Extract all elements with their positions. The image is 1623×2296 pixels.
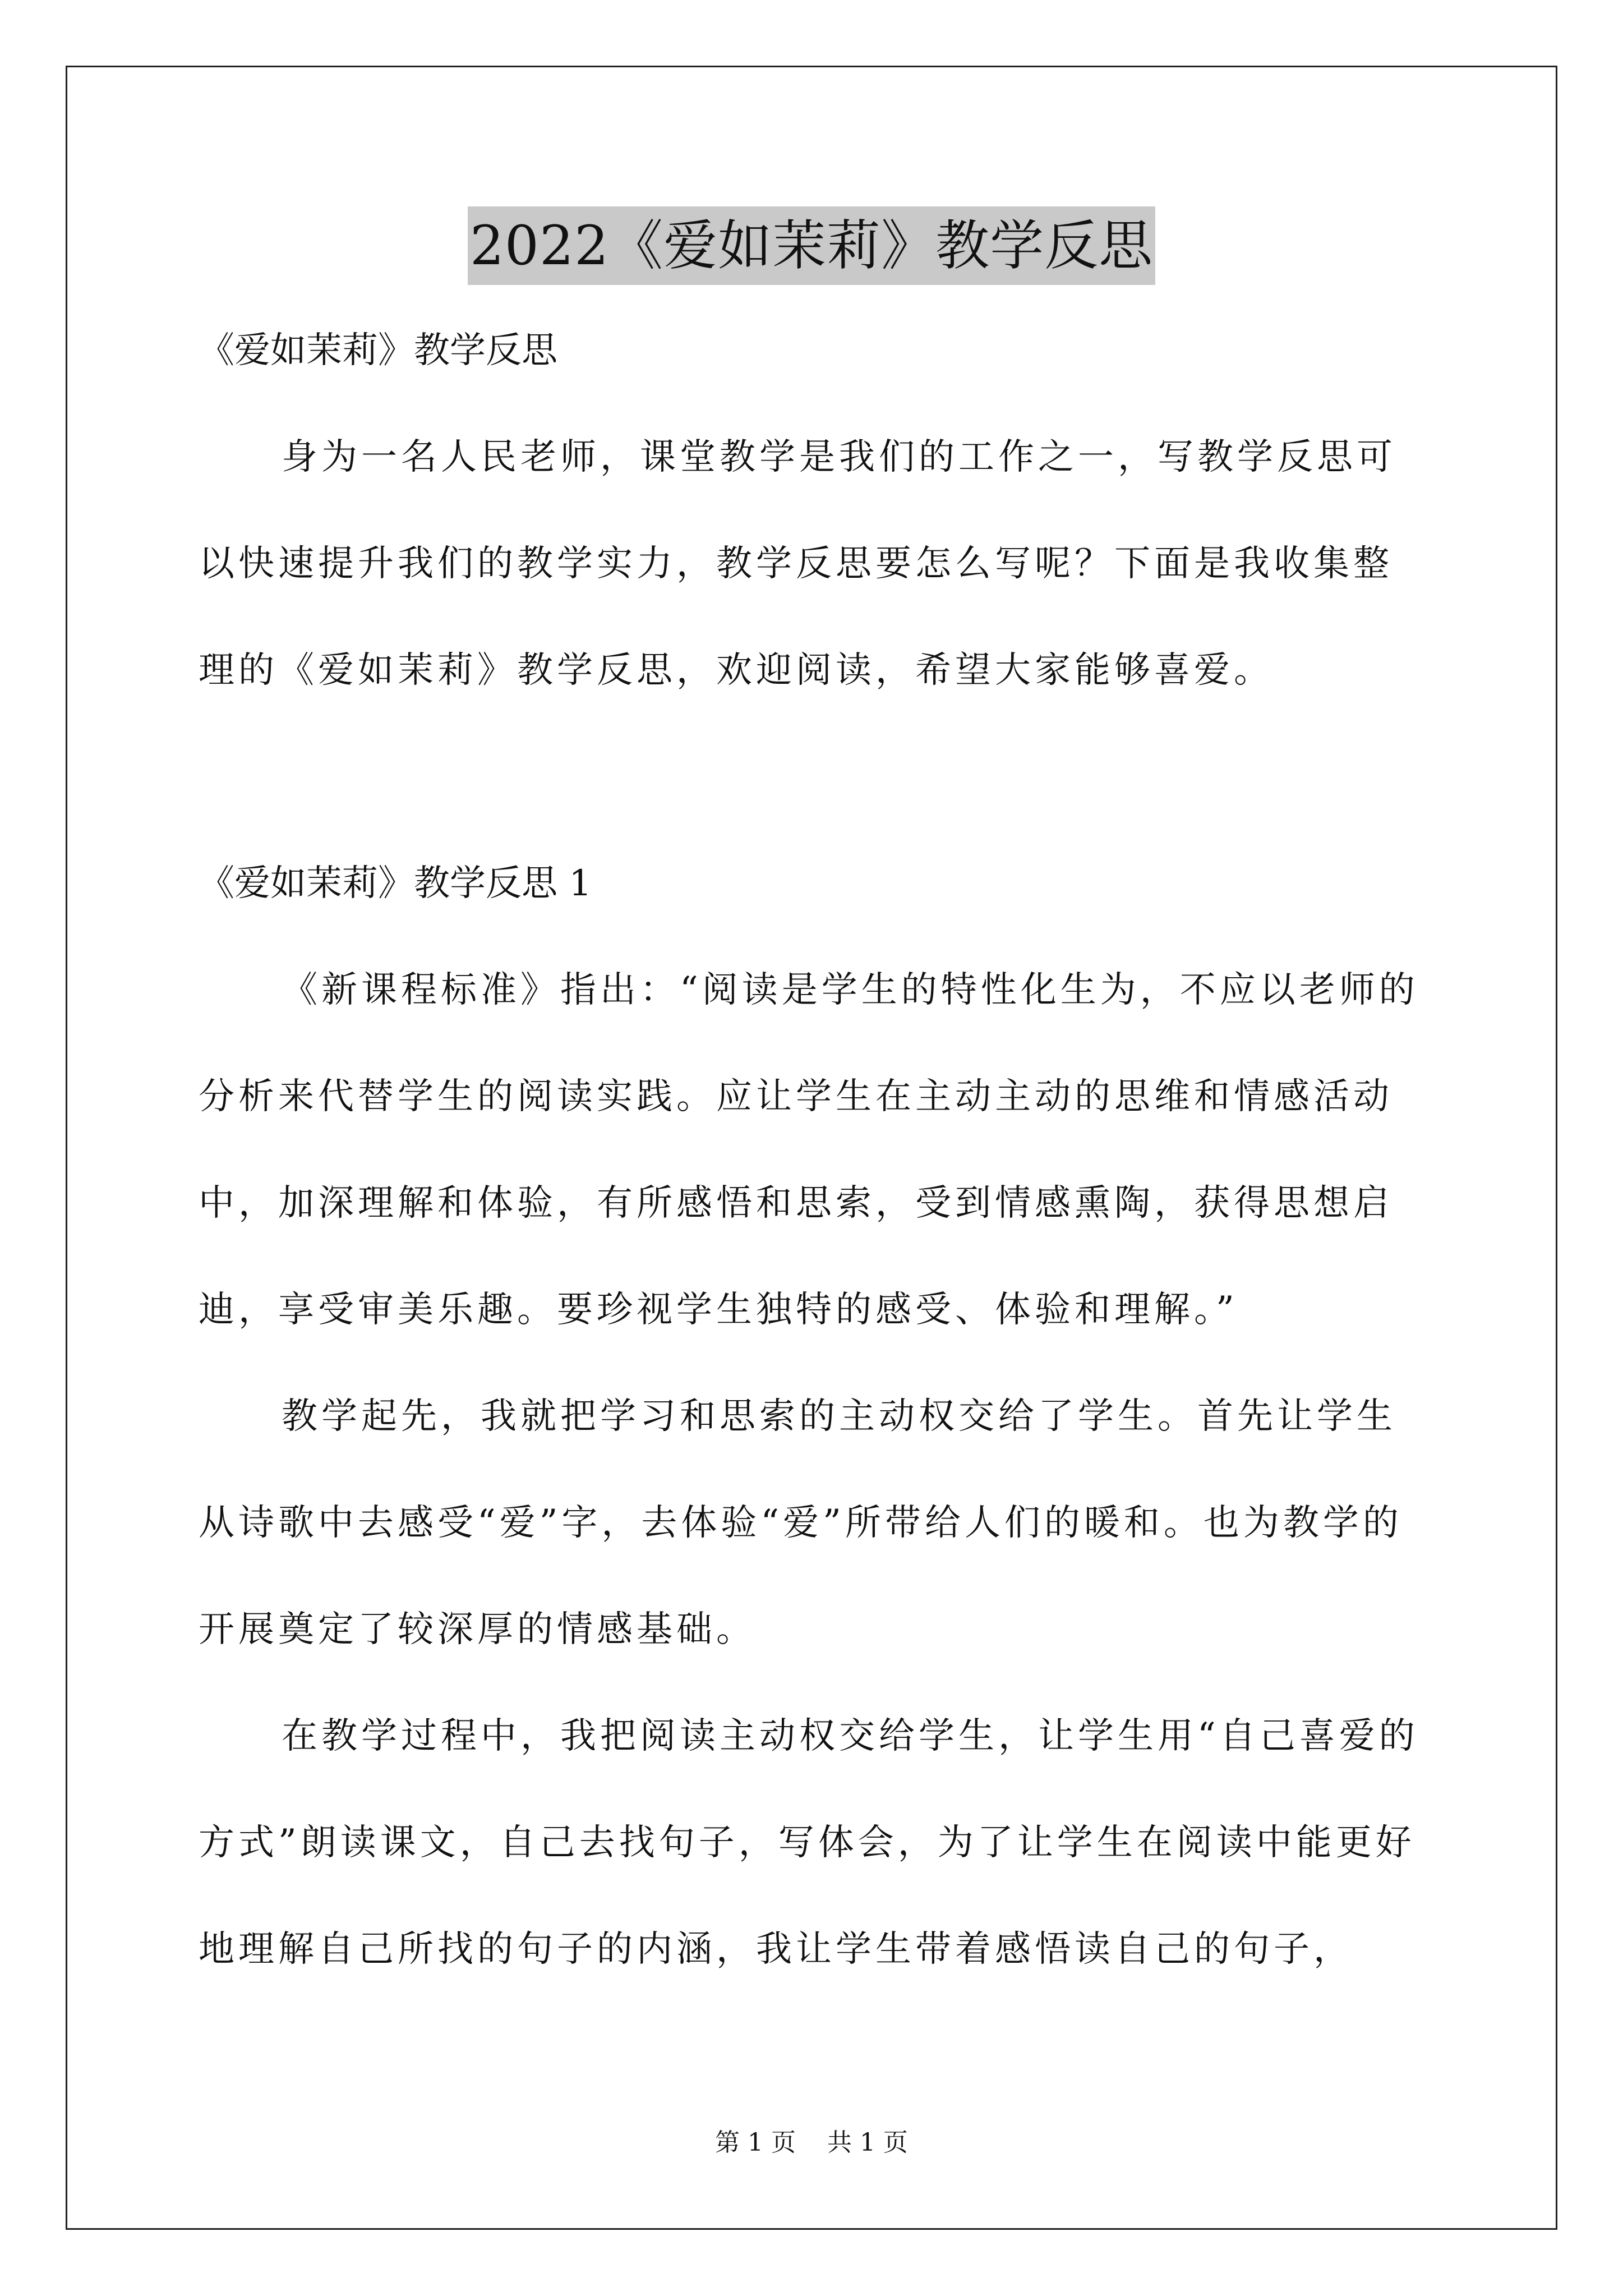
- document-body: [199, 297, 1432, 2003]
- document-title: 2022《爱如茉莉》教学反思: [468, 206, 1155, 285]
- document-subtitle: 《爱如茉莉》教学反思: [199, 330, 557, 371]
- section-heading: 《爱如茉莉》教学反思 1: [199, 863, 592, 904]
- page-footer: 第 1 页 共 1 页: [715, 2128, 908, 2157]
- paragraph-spacer: [199, 724, 1432, 830]
- title-container: [0, 206, 1623, 285]
- section-paragraph-1: 《新课程标准》指出：“阅读是学生的特性化生为，不应以老师的分析来代替学生的阅读实践。应让学生在主动主动的思维和情感活动中，加深理解和体验，有所感悟和思索，受到情感熏陶，获得思想启迪，享受审美乐趣。要珍视学生独特的感受、体验和理解。”: [199, 969, 1419, 1331]
- section-paragraph-3: 在教学过程中，我把阅读主动权交给学生，让学生用“自己喜爱的方式”朗读课文，自己去找句子，写体会，为了让学生在阅读中能更好地理解自己所找的句子的内涵，我让学生带着感悟读自己的句子，: [199, 1715, 1419, 1970]
- section-paragraph-2: 教学起先，我就把学习和思索的主动权交给了学生。首先让学生从诗歌中去感受“爱”字，去体验“爱”所带给人们的暖和。也为教学的开展奠定了较深厚的情感基础。: [199, 1396, 1403, 1650]
- intro-paragraph: 身为一名人民老师，课堂教学是我们的工作之一，写教学反思可以快速提升我们的教学实力，教学反思要怎么写呢？下面是我收集整理的《爱如茉莉》教学反思，欢迎阅读，希望大家能够喜爱。: [199, 436, 1396, 691]
